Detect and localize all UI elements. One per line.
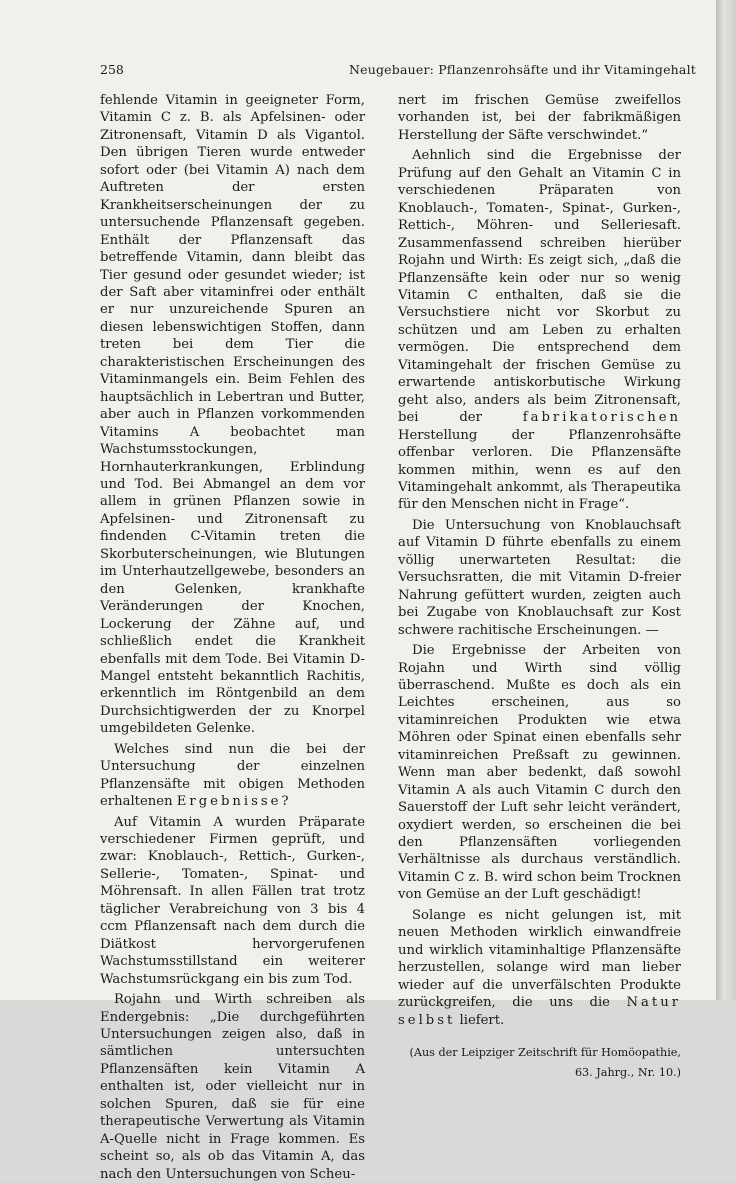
paragraph: Die Untersuchung von Knoblauchsaft auf Vitamin D führte ebenfalls zu einem völlig unerwarteten Resultat: die Versuchsratten, die mit Vitamin D-freier Nahrung gefüttert wurden, zeigten auch bei Zugabe von Knoblauchsaft zur Kost schwere rachitische Erscheinungen. — [398, 517, 681, 638]
page-edge [716, 0, 736, 1000]
paragraph: Die Ergebnisse der Arbeiten von Rojahn und Wirth sind völlig überraschend. Mußte es doch als ein Leichtes erscheinen, aus so vitaminreichen Produkten wie etwa Möhren oder Spinat einen ebenfalls sehr vitaminreichen Preßsaft zu gewinnen. Wenn man aber bedenkt, daß sowohl Vitamin A als auch Vitamin C durch den Sauerstoff der Luft sehr leicht verändert, oxydiert werden, so erscheinen die bei den Pflanzensäften vorliegenden Verhältnisse als durchaus verständlich. Vitamin C z. B. wird schon beim Trocknen von Gemüse an der Luft geschädigt! [398, 643, 681, 903]
paragraph [100, 741, 365, 811]
paragraph [398, 147, 681, 514]
emphasized-text: Ergebnisse [176, 794, 282, 810]
source-line: 63. Jahrg., Nr. 10.) [574, 1066, 681, 1080]
paragraph-text: liefert. [455, 1012, 505, 1028]
paragraph-text: ? [281, 794, 289, 810]
page-header [100, 62, 696, 80]
paragraph: nert im frischen Gemüse zweifellos vorhanden ist, bei der fabrikmäßigen Herstellung der Säfte verschwindet.“ [398, 93, 681, 143]
emphasized-text: Natur selbst [398, 995, 681, 1028]
right-column [398, 92, 681, 1083]
source-line: (Aus der Leipziger Zeitschrift für Homöopathie, [409, 1046, 681, 1060]
paragraph: fehlende Vitamin in geeigneter Form, Vitamin C z. B. als Apfelsinen- oder Zitronensaft, Vitamin D als Vigantol. Den übrigen Tieren wurde entweder sofort oder (bei Vitamin A) nach dem Auftreten der ersten Krankheitserscheinungen der zu untersuchende Pflanzensaft gegeben. Enthält der Pflanzensaft das betreffende Vitamin, dann bleibt das Tier gesund oder gesundet wieder; ist der Saft aber vitaminfrei oder enthält er nur unzureichende Spuren an diesen lebenswichtigen Stoffen, dann treten bei dem Tier die charakteristischen Erscheinungen des Vitaminmangels ein. Beim Fehlen des hauptsächlich in Lebertran und Butter, aber auch in Pflanzen vorkommenden Vitamins A beobachtet man Wachstumsstockungen, Hornhauterkrankungen, Erblindung und Tod. Bei Abmangel an dem vor allem in grünen Pflanzen sowie in Apfelsinen- und Zitronensaft zu findenden C-Vitamin treten die Skorbuterscheinungen, wie Blutungen im Unterhautzellgewebe, besonders an den Gelenken, krankhafte Veränderungen der Knochen, Lockerung der Zähne auf, und schließlich endet die Krankheit ebenfalls mit dem Tode. Bei Vitamin D-Mangel entsteht bekanntlich Rachitis, erkenntlich im Röntgenbild an dem Durchsichtigwerden der zu Knorpel umgebildeten Gelenke. [100, 93, 365, 737]
paragraph-text: Aehnlich sind die Ergebnisse der Prüfung auf den Gehalt an Vitamin C in verschiedenen Präparaten von Knoblauch-, Tomaten-, Spinat-, Gurken-, Rettich-, Möhren- und Selleriesaft. Zusammenfassend schreiben hierüber Rojahn und Wirth: Es zeigt sich, „daß die Pflanzensäfte kein oder nur so wenig Vitamin C enthalten, daß sie die Versuchstiere nicht vor Skorbut zu schützen und am Leben zu erhalten vermögen. Die entsprechend dem Vitamingehalt der frischen Gemüse zu erwartende antiskorbutische Wirkung geht also, anders als beim Zitronensaft, bei der [398, 148, 681, 426]
paragraph: Auf Vitamin A wurden Präparate verschiedener Firmen geprüft, und zwar: Knoblauch-, Rettich-, Gurken-, Sellerie-, Tomaten-, Spinat- und Möhrensaft. In allen Fällen trat trotz täglicher Verabreichung von 3 bis 4 ccm Pflanzensaft nach dem durch die Diätkost hervorgerufenen Wachstumsstillstand ein weiterer Wachstumsrückgang ein bis zum Tod. [100, 814, 365, 987]
paragraph-text: Herstellung der Pflanzenrohsäfte offenbar verloren. Die Pflanzensäfte kommen mithin, wenn es auf den Vitamingehalt ankommt, als Therapeutika für den Menschen nicht in Frage“. [398, 427, 681, 513]
left-column [100, 92, 365, 1183]
source-citation [398, 1043, 681, 1083]
paragraph-text: Solange es nicht gelungen ist, mit neuen Methoden wirklich einwandfreie und wirklich vitaminhaltige Pflanzensäfte herzustellen, solange wird man lieber wieder auf die unverfälschten Produkte zurückgreifen, die uns die [398, 907, 681, 1011]
emphasized-text: fabrikatorischen [522, 410, 681, 426]
running-title: Neugebauer: Pflanzenrohsäfte und ihr Vitamingehalt [348, 62, 696, 77]
paragraph: Rojahn und Wirth schreiben als Endergebnis: „Die durchgeführten Untersuchungen zeigen also, daß in sämtlichen untersuchten Pflanzensäften kein Vitamin A enthalten ist, oder vielleicht nur in solchen Spuren, daß sie für eine therapeutische Verwertung als Vitamin A-Quelle nicht in Frage kommen. Es scheint so, als ob das Vitamin A, das nach den Untersuchungen von Scheu- [100, 992, 365, 1182]
page-number: 258 [100, 62, 124, 77]
paragraph-text: Welches sind nun die bei der Untersuchung der einzelnen Pflanzensäfte mit obigen Methoden erhaltenen [100, 741, 365, 810]
paragraph [398, 907, 681, 1029]
